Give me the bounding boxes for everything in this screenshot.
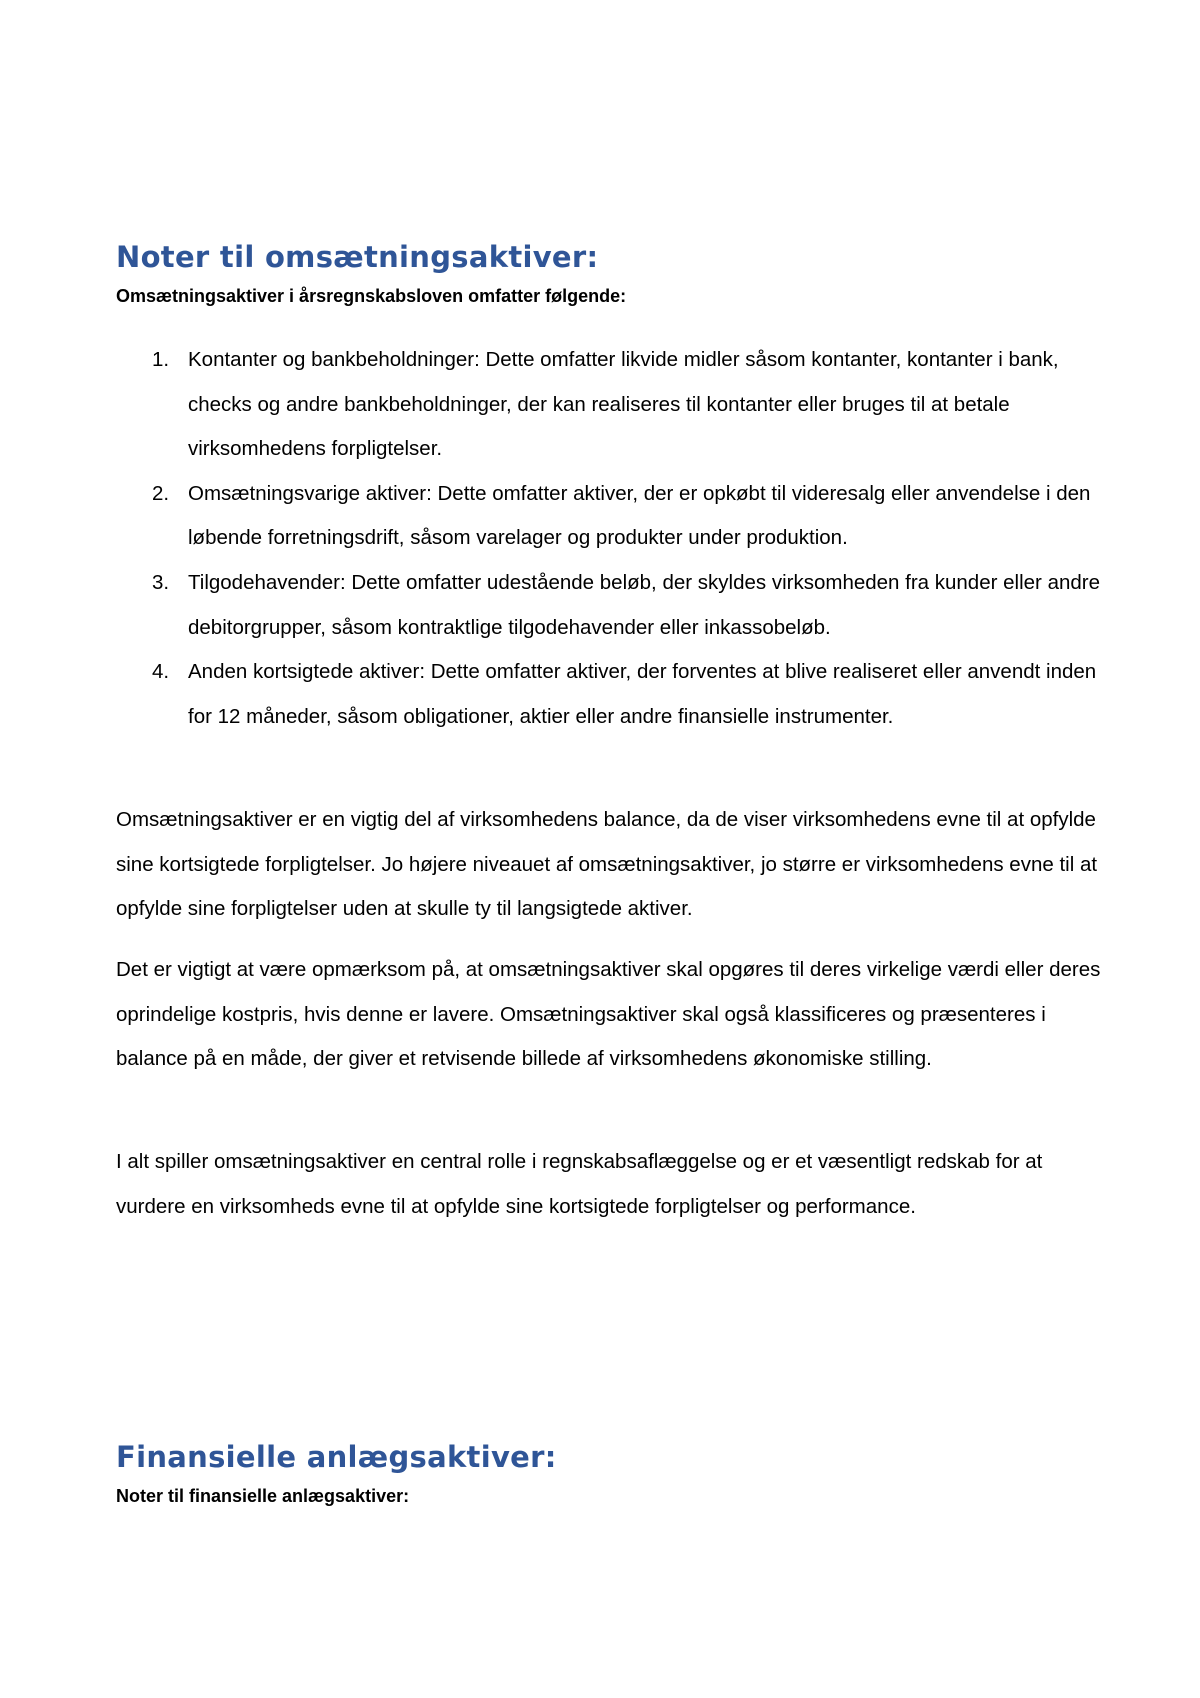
section-subheading-financial-assets: Noter til finansielle anlægsaktiver: <box>116 1486 410 1506</box>
section-subheading-current-assets: Omsætningsaktiver i årsregnskabsloven omfatter følgende: <box>116 286 627 306</box>
list-item-text: Anden kortsigtede aktiver: Dette omfatter aktiver, der forventes at blive realiseret eller anvendt inden for 12 måneder, såsom obligationer, aktier eller andre finansielle instrumenter. <box>188 660 1097 728</box>
list-item-number: 3. <box>152 570 170 594</box>
list-item-number: 1. <box>152 348 170 371</box>
current-assets-list <box>116 338 1101 739</box>
list-item-text: Tilgodehavender: Dette omfatter udestående beløb, der skyldes virksomheden fra kunder eller andre debitorgrupper, såsom kontraktlige tilgodehavender eller inkassobeløb. <box>188 570 1100 639</box>
list-item-number: 2. <box>152 481 170 505</box>
list-item <box>116 650 1101 739</box>
body-paragraph: I alt spiller omsætningsaktiver en central rolle i regnskabsaflæggelse og er et væsentligt redskab for at vurdere en virksomheds evne til at opfylde sine kortsigtede forpligtelser og performance. <box>116 1150 1043 1218</box>
list-item-text: Kontanter og bankbeholdninger: Dette omfatter likvide midler såsom kontanter, kontanter i bank, checks og andre bankbeholdninger, der kan realiseres til kontanter eller bruges til at betale virksomhedens forpligtelser. <box>188 348 1059 461</box>
list-item-text: Omsætningsvarige aktiver: Dette omfatter aktiver, der er opkøbt til videresalg eller anvendelse i den løbende forretningsdrift, såsom varelager og produkter under produktion. <box>188 481 1091 550</box>
list-item-number: 4. <box>152 660 170 684</box>
list-item <box>116 338 1101 472</box>
body-paragraph: Det er vigtigt at være opmærksom på, at omsætningsaktiver skal opgøres til deres virkelige værdi eller deres oprindelige kostpris, hvis denne er lavere. Omsætningsaktiver skal også klassificeres og præsenteres i balance på en måde, der giver et retvisende billede af virksomhedens økonomiske stilling. <box>116 958 1101 1071</box>
list-item <box>116 472 1101 561</box>
body-paragraph: Omsætningsaktiver er en vigtig del af virksomhedens balance, da de viser virksomhedens evne til at opfylde sine kortsigtede forpligtelser. Jo højere niveauet af omsætningsaktiver, jo større er virksomhedens evne til at opfylde sine forpligtelser uden at skulle ty til langsigtede aktiver. <box>116 808 1098 921</box>
list-item <box>116 561 1101 650</box>
section-heading-financial-assets: Finansielle anlægsaktiver: <box>116 1440 557 1474</box>
section-heading-current-assets: Noter til omsætningsaktiver: <box>116 240 599 274</box>
